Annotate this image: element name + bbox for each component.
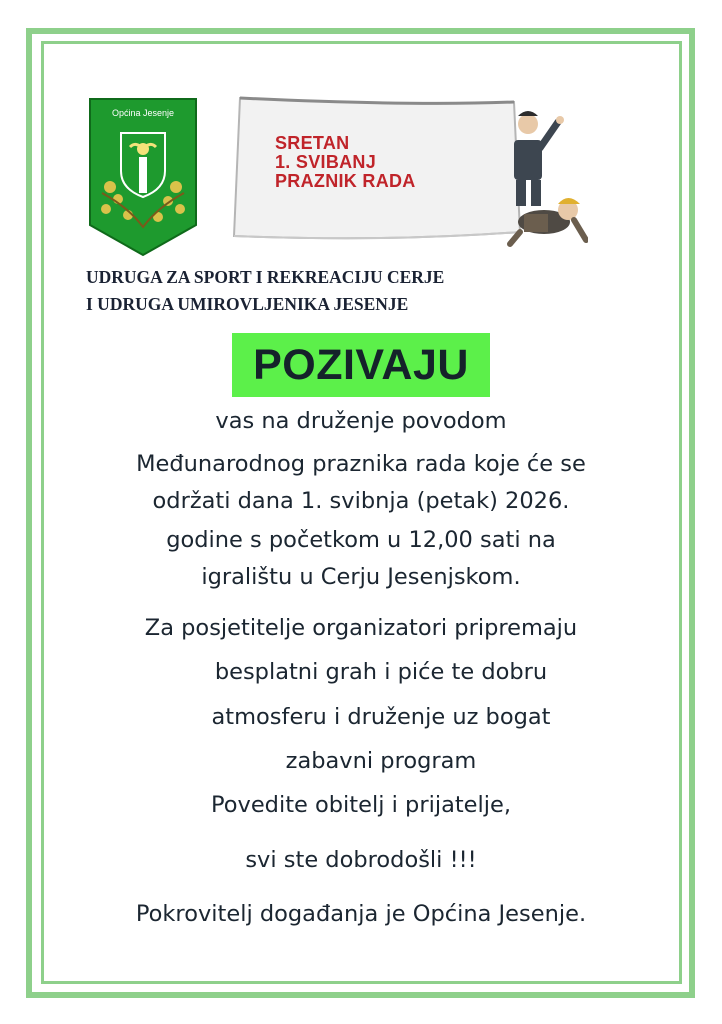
banner-line-1: SRETAN bbox=[275, 133, 350, 153]
body-line-5: igralištu u Cerju Jesenjskom. bbox=[201, 564, 521, 590]
body-line-4: godine s početkom u 12,00 sati na bbox=[166, 527, 556, 553]
organizers-heading bbox=[86, 264, 606, 318]
organizer-line-2: I UDRUGA UMIROVLJENIKA JESENJE bbox=[86, 294, 409, 314]
body-line-7: besplatni grah i piće te dobru bbox=[214, 659, 548, 685]
banner-text bbox=[275, 134, 495, 191]
organizer-line-1: UDRUGA ZA SPORT I REKREACIJU CERJE bbox=[86, 267, 445, 287]
body-line-9: zabavni program bbox=[285, 748, 477, 774]
body-line-12: Pokrovitelj događanja je Općina Jesenje. bbox=[135, 901, 587, 927]
body-line-2: Međunarodnog praznika rada koje će se bbox=[136, 451, 586, 477]
invite-headline-box bbox=[232, 333, 490, 397]
body-line-6: Za posjetitelje organizatori pripremaju bbox=[144, 615, 578, 641]
invite-headline: POZIVAJU bbox=[253, 340, 469, 389]
body-line-10: Povedite obitelj i prijatelje, bbox=[210, 792, 512, 818]
coat-of-arms-icon bbox=[88, 97, 198, 257]
body-line-3: održati dana 1. svibnja (petak) 2026. bbox=[152, 488, 570, 514]
body-line-11: svi ste dobrodošli !!! bbox=[245, 847, 477, 873]
banner-line-3: PRAZNIK RADA bbox=[275, 171, 416, 191]
body-line-1: vas na druženje povodom bbox=[215, 408, 507, 434]
body-line-8: atmosferu i druženje uz bogat bbox=[211, 704, 551, 730]
crest-label: Općina Jesenje bbox=[111, 108, 175, 118]
banner-line-2: 1. SVIBANJ bbox=[275, 152, 377, 172]
